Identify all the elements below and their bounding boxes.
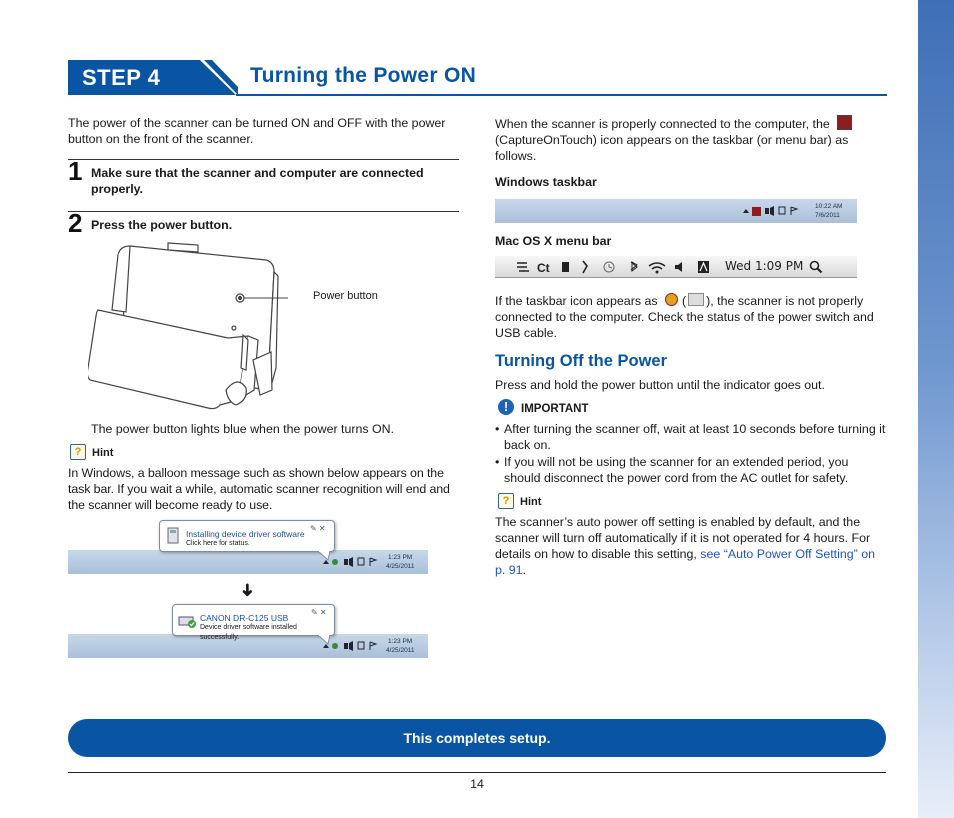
important-label: IMPORTANT <box>521 403 589 415</box>
not-connected-part2: ), the scanner is not properly connected to the computer. Check the status of the power switch and USB cable. <box>495 294 874 340</box>
connected-text-part1: When the scanner is properly connected to the computer, the <box>495 117 830 131</box>
important-item: • After turning the scanner off, wait at least 10 seconds before turning it back on. <box>495 422 886 452</box>
step-chevron <box>186 60 238 96</box>
svg-text:Ct: Ct <box>537 261 550 274</box>
important-exclamation-icon: ! <box>498 399 514 415</box>
hint-label-2: Hint <box>520 496 542 508</box>
page-side-band <box>918 0 954 818</box>
balloon-tail <box>318 551 330 561</box>
balloon-installed-subtitle: Device driver software installed successfully. <box>200 624 297 641</box>
balloon-close-icon[interactable]: ✎ ✕ <box>310 524 326 533</box>
tray-date: 4/25/2011 <box>386 563 415 570</box>
important-item: • If you will not be using the scanner for an extended period, you should disconnect the power cord from the AC outlet for safety. <box>495 455 849 485</box>
win-tray-icons <box>740 206 800 217</box>
auto-power-off-link[interactable]: see “Auto Power Off Setting” on p. 91 <box>495 547 875 577</box>
driver-device-icon <box>166 527 180 545</box>
power-lights-text: The power button lights blue when the power turns ON. <box>91 422 395 436</box>
mac-clock: Wed 1:09 PM <box>725 259 804 273</box>
important-item-text: After turning the scanner off, wait at least 10 seconds before turning it back on. <box>504 422 886 452</box>
disconnected-menubar-icon <box>688 293 704 306</box>
important-item-text: If you will not be using the scanner for an extended period, you should disconnect the power cord from the AC outlet for safety. <box>504 455 849 485</box>
power-button-callout: Power button <box>313 290 378 302</box>
intro-text: The power of the scanner can be turned ON and OFF with the power button on the front of the scanner. <box>68 116 446 146</box>
windows-taskbar-installing <box>68 550 428 574</box>
balloon-installing-subtitle: Click here for status. <box>186 540 250 547</box>
step1-text: Make sure that the scanner and computer are connected properly. <box>91 166 424 196</box>
hint-bulb-icon-2: ? <box>498 493 514 509</box>
mac-status-icons <box>517 260 722 274</box>
tray-time-2: 1:23 PM <box>388 638 413 645</box>
captureontouch-icon <box>837 115 852 130</box>
hint-bulb-icon: ? <box>70 444 86 460</box>
page-number: 14 <box>470 777 484 791</box>
footer-rule <box>68 772 886 773</box>
connected-text-part2: (CaptureOnTouch) icon appears on the taskbar (or menu bar) as follows. <box>495 133 849 163</box>
win-tray-date: 7/6/2011 <box>815 212 840 219</box>
windows-taskbar-example <box>495 199 857 223</box>
balloon-installed-title: CANON DR-C125 USB <box>200 613 289 623</box>
header-rule <box>236 94 887 96</box>
step1-number: 1 <box>68 156 83 186</box>
hint-label: Hint <box>92 447 114 459</box>
mac-menubar-label: Mac OS X menu bar <box>495 234 612 248</box>
connected-text <box>495 115 887 164</box>
mac-menu-bar <box>495 256 857 278</box>
windows-taskbar-label: Windows taskbar <box>495 175 597 189</box>
step1-rule <box>68 159 459 160</box>
balloon-tail-2 <box>318 635 330 645</box>
balloon-installing <box>159 520 335 552</box>
hint-text-2-body: The scanner’s auto power off setting is enabled by default, and the scanner will turn off automatically if it is not operated for 4 hours. For details on how to disable this setting, <box>495 515 871 561</box>
hint-text-2-end: . <box>522 563 527 577</box>
step2-rule <box>68 211 459 212</box>
not-connected-text: If the taskbar icon appears as ( ), the scanner is not properly connected to the computer. Check the status of the power switch and USB cable. <box>495 294 874 340</box>
hint-text-2 <box>495 514 887 578</box>
balloon-installing-title: Installing device driver software <box>186 529 305 539</box>
not-connected-part1: If the taskbar icon appears as <box>495 294 658 308</box>
scanner-illustration <box>88 240 288 412</box>
setup-complete-banner: This completes setup. <box>68 719 886 757</box>
tray-date-2: 4/25/2011 <box>386 647 415 654</box>
important-list <box>495 421 887 486</box>
tray-time: 1:23 PM <box>388 554 413 561</box>
win-tray-time: 10:22 AM <box>815 203 843 210</box>
step2-number: 2 <box>68 208 83 238</box>
step2-text: Press the power button. <box>91 218 233 232</box>
step-label: STEP 4 <box>68 60 186 95</box>
down-arrow-icon: ➜ <box>238 582 258 598</box>
page-title: Turning the Power ON <box>250 64 477 87</box>
spotlight-search-icon[interactable] <box>809 260 823 274</box>
turning-off-text: Press and hold the power button until the indicator goes out. <box>495 378 825 392</box>
scanner-success-icon <box>178 613 198 629</box>
turning-off-title: Turning Off the Power <box>495 352 668 370</box>
balloon-close-icon-2[interactable]: ✎ ✕ <box>311 608 327 617</box>
hint-text: In Windows, a balloon message such as shown below appears on the task bar. If you wait a while, automatic scanner recognition will end and the scanner will become ready to use. <box>68 466 450 512</box>
balloon-installed <box>172 604 335 641</box>
disconnected-tray-icon <box>665 293 678 306</box>
